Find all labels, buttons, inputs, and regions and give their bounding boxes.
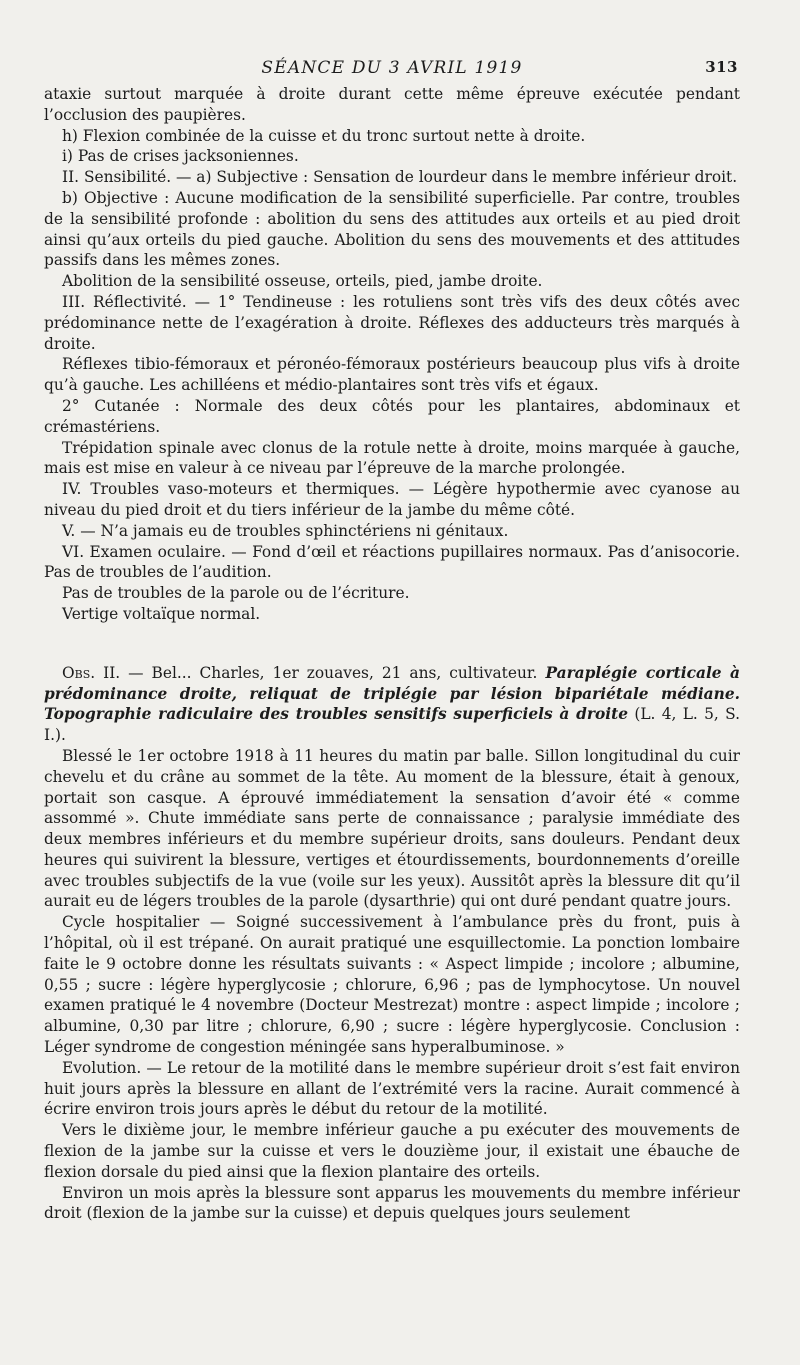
paragraph: Environ un mois après la blessure sont apparus les mouvements du membre inférieur droit (flexion de la jambe sur la cuisse) et depuis quelques jours seulement <box>44 1183 740 1223</box>
body-text <box>44 84 740 1224</box>
page-number: 313 <box>705 58 738 76</box>
paragraph: Evolution. — Le retour de la motilité dans le membre supérieur droit s’est fait environ huit jours après la blessure en allant de l’extrémité vers la racine. Aurait commencé à écrire environ trois jours après le début du retour de la motilité. <box>44 1058 740 1119</box>
paragraph: Blessé le 1er octobre 1918 à 11 heures du matin par balle. Sillon longitudinal du cuir chevelu et du crâne au sommet de la tête. Au moment de la blessure, était à genoux, portait son casque. A éprouvé immédiatement la sensation d’avoir été « comme assommé ». Chute immédiate sans perte de connaissance ; paralysie immédiate des deux membres inférieurs et du membre supérieur droits, sans douleurs. Pendant deux heures qui suivirent la blessure, vertiges et étourdissements, bourdonnements d’oreille avec troubles subjectifs de la vue (voile sur les yeux). Aussitôt après la blessure dit qu’il aurait eu de légers troubles de la parole (dysarthrie) qui ont duré pendant quatre jours. <box>44 746 740 911</box>
paragraph: Pas de troubles de la parole ou de l’écriture. <box>62 584 410 603</box>
observation-label: Obs. II. <box>62 663 121 682</box>
paragraph: III. Réflectivité. — 1° Tendineuse : les rotuliens sont très vifs des deux côtés avec prédominance nette de l’exagération à droite. Réflexes des adducteurs très marqués à droite. <box>44 292 740 353</box>
observation-refs: (L. 4, L. 5, S. I.). <box>44 705 740 745</box>
paragraph: 2° Cutanée : Normale des deux côtés pour les plantaires, abdominaux et crémastériens. <box>44 396 740 436</box>
running-title: SÉANCE DU 3 AVRIL 1919 <box>261 58 523 78</box>
paragraph: IV. Troubles vaso-moteurs et thermiques. — Légère hypothermie avec cyanose au niveau du pied droit et du tiers inférieur de la jambe du même côté. <box>44 480 740 519</box>
paragraph: Vertige voltaïque normal. <box>62 604 261 623</box>
paragraph: Réflexes tibio-fémoraux et péronéo-fémoraux postérieurs beaucoup plus vifs à droite qu’à gauche. Les achilléens et médio-plantaires sont très vifs et égaux. <box>44 355 740 395</box>
paragraph: i) Pas de crises jacksoniennes. <box>62 147 299 166</box>
paragraph: Abolition de la sensibilité osseuse, orteils, pied, jambe droite. <box>62 272 543 291</box>
paragraph: V. — N’a jamais eu de troubles sphinctériens ni génitaux. <box>62 521 509 540</box>
paragraph: ataxie surtout marquée à droite durant cette même épreuve exécutée pendant l’occlusion des paupières. <box>44 85 740 124</box>
paragraph: Cycle hospitalier — Soigné successivement à l’ambulance près du front, puis à l’hôpital, où il est trépané. On aurait pratiqué une esquillectomie. La ponction lombaire faite le 9 octobre donne les résultats suivants : « Aspect limpide ; incolore ; albumine, 0,55 ; sucre : légère hyperglycosie ; chlorure, 6,96 ; pas de lymphocytose. Un nouvel examen pratiqué le 4 novembre (Docteur Mestrezat) montre : aspect limpide ; incolore ; albumine, 0,30 par litre ; chlorure, 6,90 ; sucre : légère hyperglycosie. Conclusion : Léger syndrome de congestion méningée sans hyperalbuminose. » <box>44 913 740 1057</box>
paragraph: Vers le dixième jour, le membre inférieur gauche a pu exécuter des mouvements de flexion de la jambe sur la cuisse et vers le douzième jour, il existait une ébauche de flexion dorsale du pied ainsi que la flexion plantaire des orteils. <box>44 1121 740 1181</box>
document-page <box>44 58 740 1224</box>
paragraph: h) Flexion combinée de la cuisse et du tronc surtout nette à droite. <box>62 126 586 145</box>
observation-heading <box>44 663 740 746</box>
paragraph: II. Sensibilité. — a) Subjective : Sensation de lourdeur dans le membre inférieur droit. <box>62 168 738 187</box>
paragraph: VI. Examen oculaire. — Fond d’œil et réactions pupillaires normaux. Pas d’anisocorie. Pas de troubles de l’audition. <box>44 542 740 582</box>
observation-title: Paraplégie corticale à prédominance droite, reliquat de triplégie par lésion bipariétale médiane. Topographie radiculaire des troubles sensitifs superficiels à droite <box>44 663 741 724</box>
paragraph: Trépidation spinale avec clonus de la rotule nette à droite, moins marquée à gauche, mais est mise en valeur à ce niveau par l’épreuve de la marche prolongée. <box>44 438 740 478</box>
paragraph: b) Objective : Aucune modification de la sensibilité superficielle. Par contre, troubles de la sensibilité profonde : abolition du sens des attitudes aux orteils et au pied droit ainsi qu’aux orteils du pied gauche. Abolition du sens des mouvements et des attitudes passifs dans les mêmes zones. <box>44 188 740 270</box>
page-header <box>44 58 740 84</box>
observation-lead: — Bel... Charles, 1er zouaves, 21 ans, cultivateur. <box>120 663 546 682</box>
